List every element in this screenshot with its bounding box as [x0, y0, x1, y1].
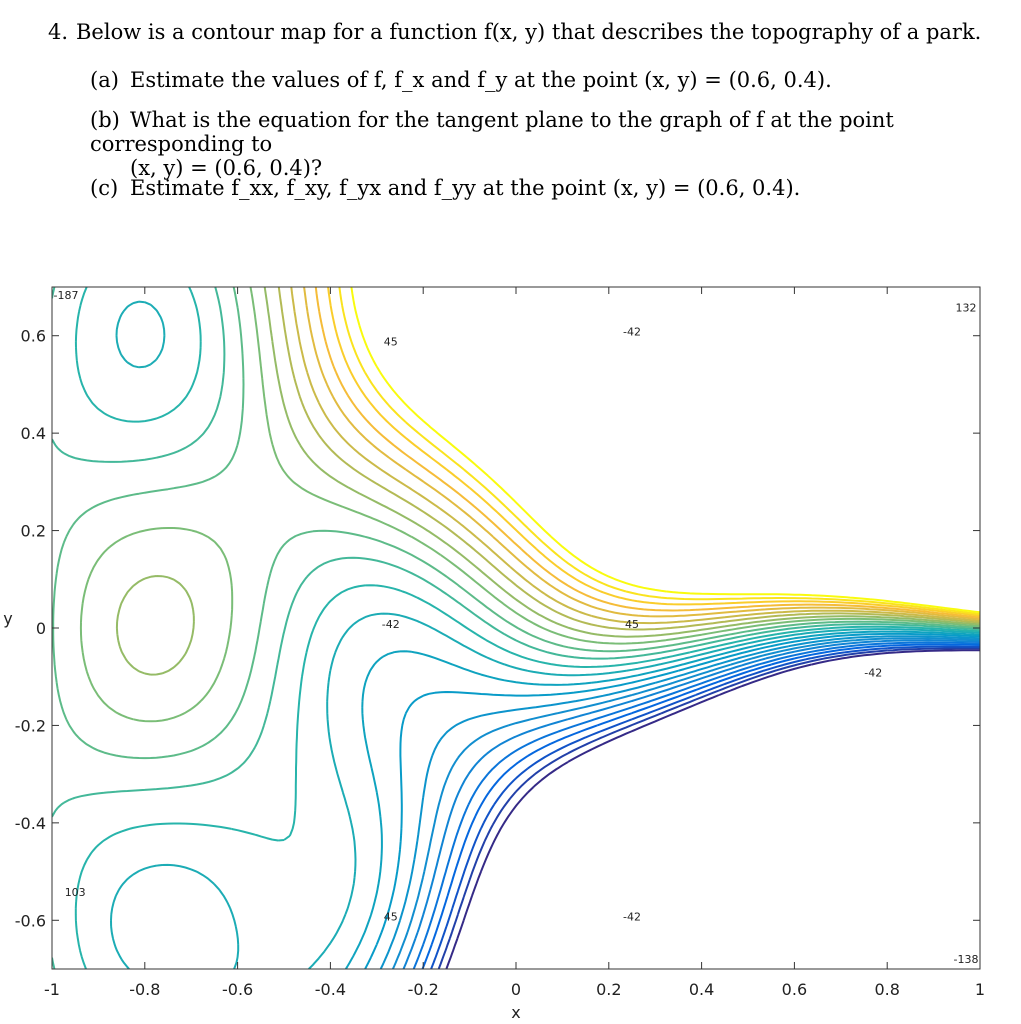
x-tick-label: 0.2	[596, 980, 622, 999]
part-b-label: (b)	[90, 108, 120, 132]
contour-line--28	[76, 287, 980, 969]
y-tick-label: 0.2	[20, 521, 46, 541]
contour-label: 103	[64, 885, 86, 899]
y-tick-label: 0	[35, 619, 46, 638]
contour-lines	[52, 287, 980, 969]
part-c-text: Estimate f_xx, f_xy, f_yx and f_yy at the point (x, y) = (0.6, 0.4).	[130, 176, 801, 200]
y-tick-label: -0.6	[14, 911, 46, 931]
y-tick-label: 0.6	[20, 326, 46, 346]
contour-line-16	[81, 287, 980, 721]
contour-line--187	[446, 650, 980, 969]
contour-line-88	[316, 287, 980, 618]
question-text: Below is a contour map for a function f(x, y) that describes the topography of a park.	[76, 20, 982, 44]
contour-label: 132	[955, 301, 977, 315]
part-a-text: Estimate the values of f, f_x and f_y at the point (x, y) = (0.6, 0.4).	[130, 68, 832, 92]
x-tick-label: 1	[974, 980, 986, 999]
y-tick-label: -0.2	[14, 716, 46, 736]
x-axis-label: x	[511, 1003, 521, 1022]
x-tick-label: -0.6	[221, 980, 254, 999]
contour-line-30	[117, 287, 980, 675]
contour-line--129	[414, 643, 980, 969]
axis-ticks	[15, 287, 985, 999]
part-b-text-continued: (x, y) = (0.6, 0.4)?	[130, 156, 323, 180]
contour-line-132	[351, 287, 980, 612]
part-a-label: (a)	[90, 68, 119, 92]
contour-label: -42	[623, 910, 641, 924]
y-tick-label: 0.4	[20, 424, 46, 444]
contour-label: 45	[383, 910, 398, 924]
contour-label: -187	[53, 289, 79, 302]
x-tick-label: 0.8	[874, 980, 900, 999]
contour-line-103	[328, 287, 980, 616]
contour-label: -42	[623, 325, 641, 339]
x-tick-label: 0.4	[688, 980, 715, 999]
x-tick-label: -0.2	[407, 980, 439, 999]
y-tick-label: -0.4	[14, 813, 46, 833]
contour-label: 45	[383, 335, 398, 349]
question-number: 4.	[48, 20, 69, 44]
part-c-label: (c)	[90, 176, 119, 200]
contour-label: -42	[864, 666, 883, 680]
contour-line-117	[339, 287, 980, 614]
contour-label: -138	[953, 953, 979, 966]
x-tick-label: -1	[44, 980, 60, 999]
x-tick-label: -0.4	[314, 980, 347, 999]
contour-line--114	[404, 641, 981, 970]
contour-label: 45	[625, 618, 639, 631]
part-b-text: What is the equation for the tangent plane to the graph of f at the point corresponding to	[90, 108, 894, 156]
contour-label: -42	[381, 618, 400, 631]
x-tick-label: -0.8	[129, 980, 161, 999]
y-axis-label: y	[3, 609, 13, 628]
x-tick-label: 0	[510, 980, 522, 999]
contour-line-1	[53, 287, 980, 758]
x-tick-label: 0.6	[781, 980, 808, 999]
